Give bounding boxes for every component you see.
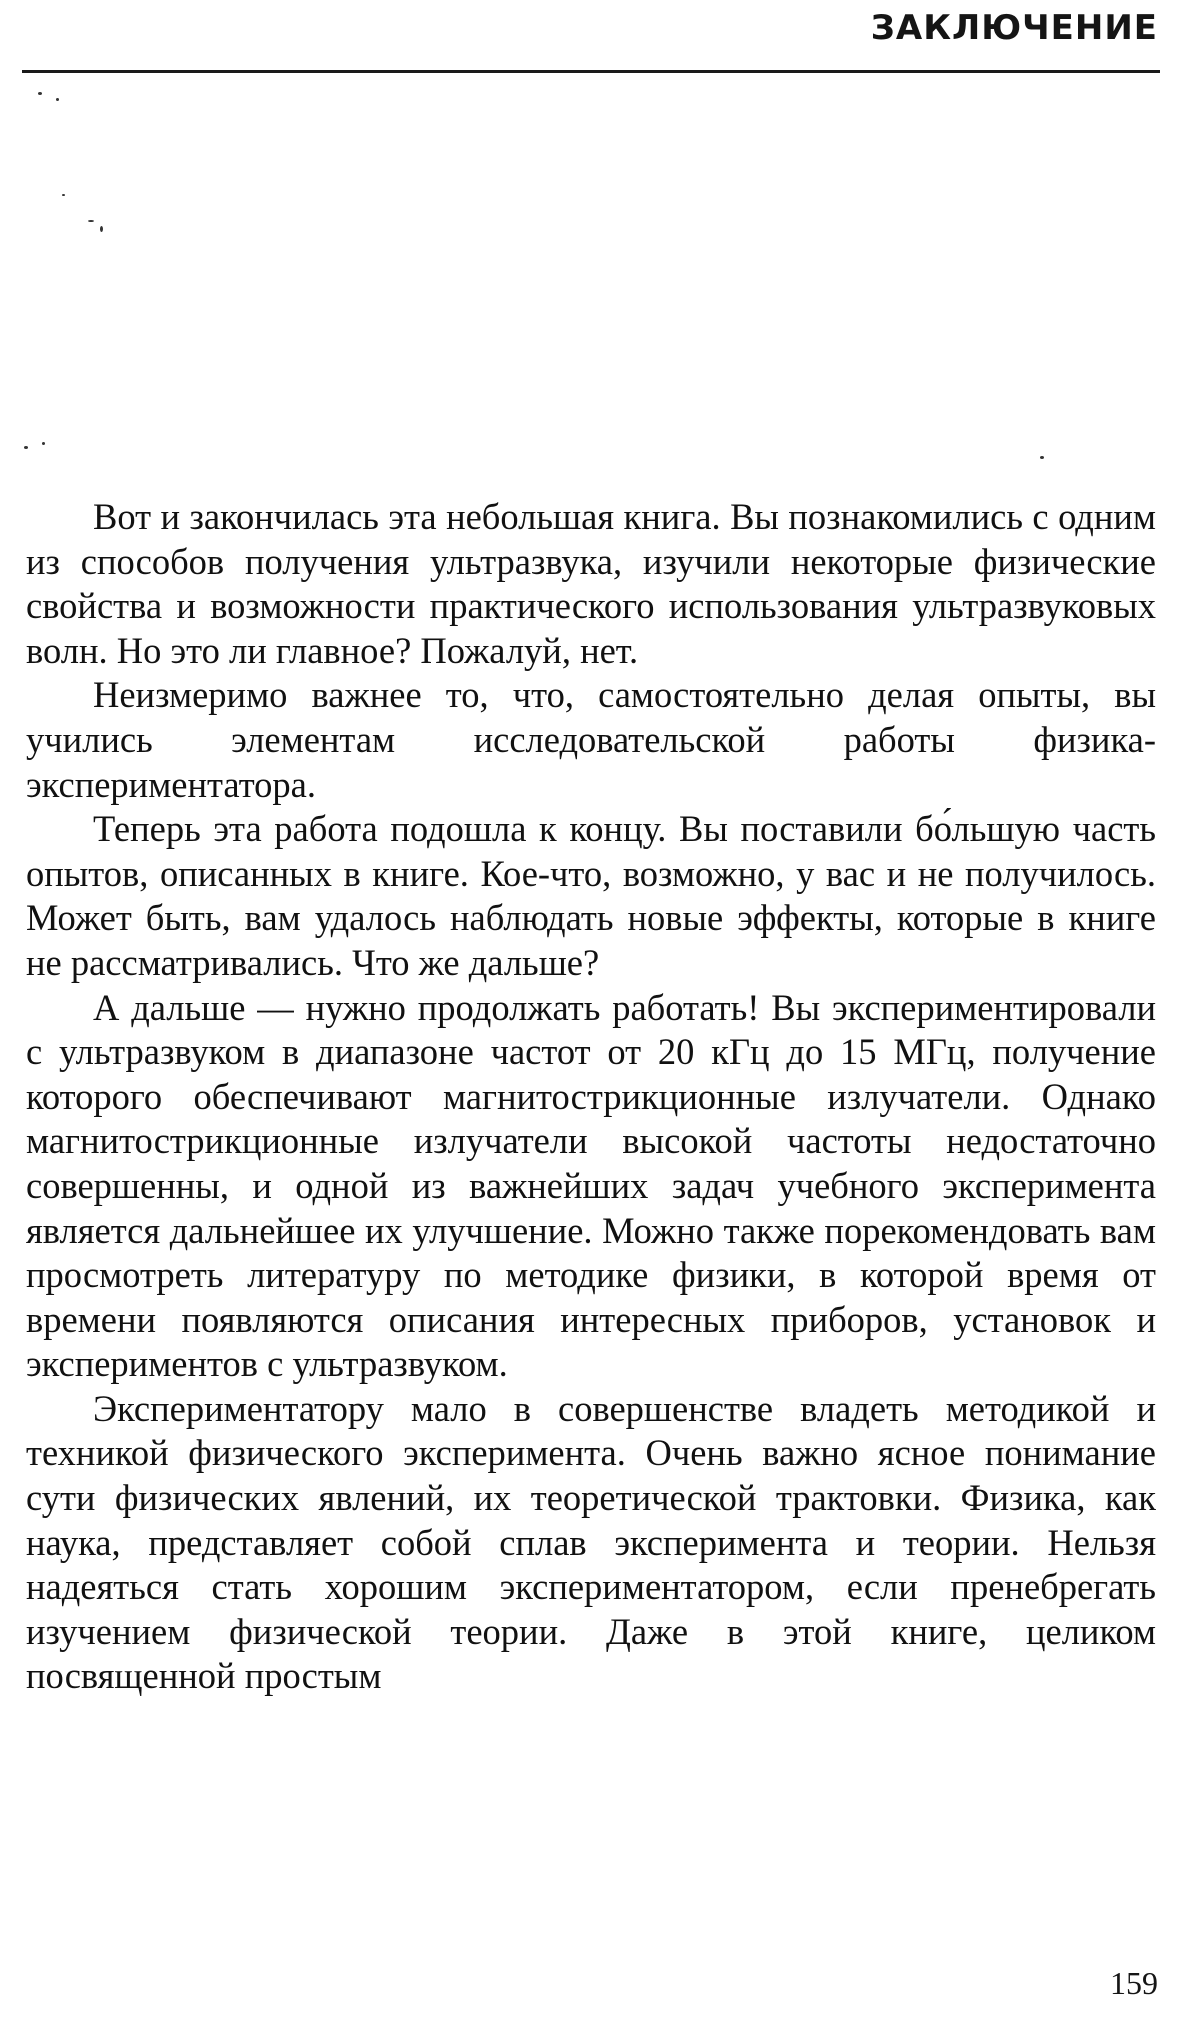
scan-speck — [38, 92, 42, 95]
scan-speck — [24, 446, 28, 449]
scan-speck — [56, 98, 59, 101]
paragraph-1: Вот и закончилась эта небольшая книга. Вы познакомились с одним из способов получения ультразвука, изучили некоторые физические свойства и возможности практического использования ультразвуковых волн. Но это ли главное? Пожалуй, нет. — [26, 496, 1156, 671]
body-text — [26, 495, 1156, 1699]
scan-speck — [100, 226, 103, 232]
paragraph-5: Экспериментатору мало в совершенстве владеть методикой и техникой физического эксперимента. Очень важно ясное понимание сути физических явлений, их теоретической трактовки. Физика, как наука, представляет собой сплав эксперимента и теории. Нельзя надеяться стать хорошим экспериментатором, если пренебрегать изучением физической теории. Даже в этой книге, целиком посвященной простым — [26, 1387, 1156, 1697]
chapter-title: ЗАКЛЮЧЕНИЕ — [870, 8, 1158, 48]
scan-speck — [1040, 456, 1044, 459]
scan-speck — [62, 194, 65, 196]
scan-speck — [42, 442, 45, 445]
page-number: 159 — [1110, 1965, 1158, 2001]
paragraph-3: Теперь эта работа подошла к концу. Вы поставили бо́льшую часть опытов, описанных в книге. Кое-что, возможно, у вас и не получилось. Может быть, вам удалось наблюдать новые эффекты, которые в книге не рассматривались. Что же дальше? — [26, 808, 1156, 983]
paragraph-4: А дальше — нужно продолжать работать! Вы экспериментировали с ультразвуком в диапазоне частот от 20 кГц до 15 МГц, получение которого обеспечивают магнитострикционные излучатели. Однако магнитострикционные излучатели высокой частоты недостаточно совершенны, и одной из важнейших задач учебного эксперимента является дальнейшее их улучшение. Можно также порекомендовать вам просмотреть литературу по методике физики, в которой время от времени появляются описания интересных приборов, установок и экспериментов с ультразвуком. — [26, 986, 1156, 1385]
scan-speck — [88, 220, 94, 222]
paragraph-2: Неизмеримо важнее то, что, самостоятельно делая опыты, вы учились элементам исследовательской работы физика-экспериментатора. — [26, 674, 1156, 805]
header-rule — [22, 70, 1160, 73]
